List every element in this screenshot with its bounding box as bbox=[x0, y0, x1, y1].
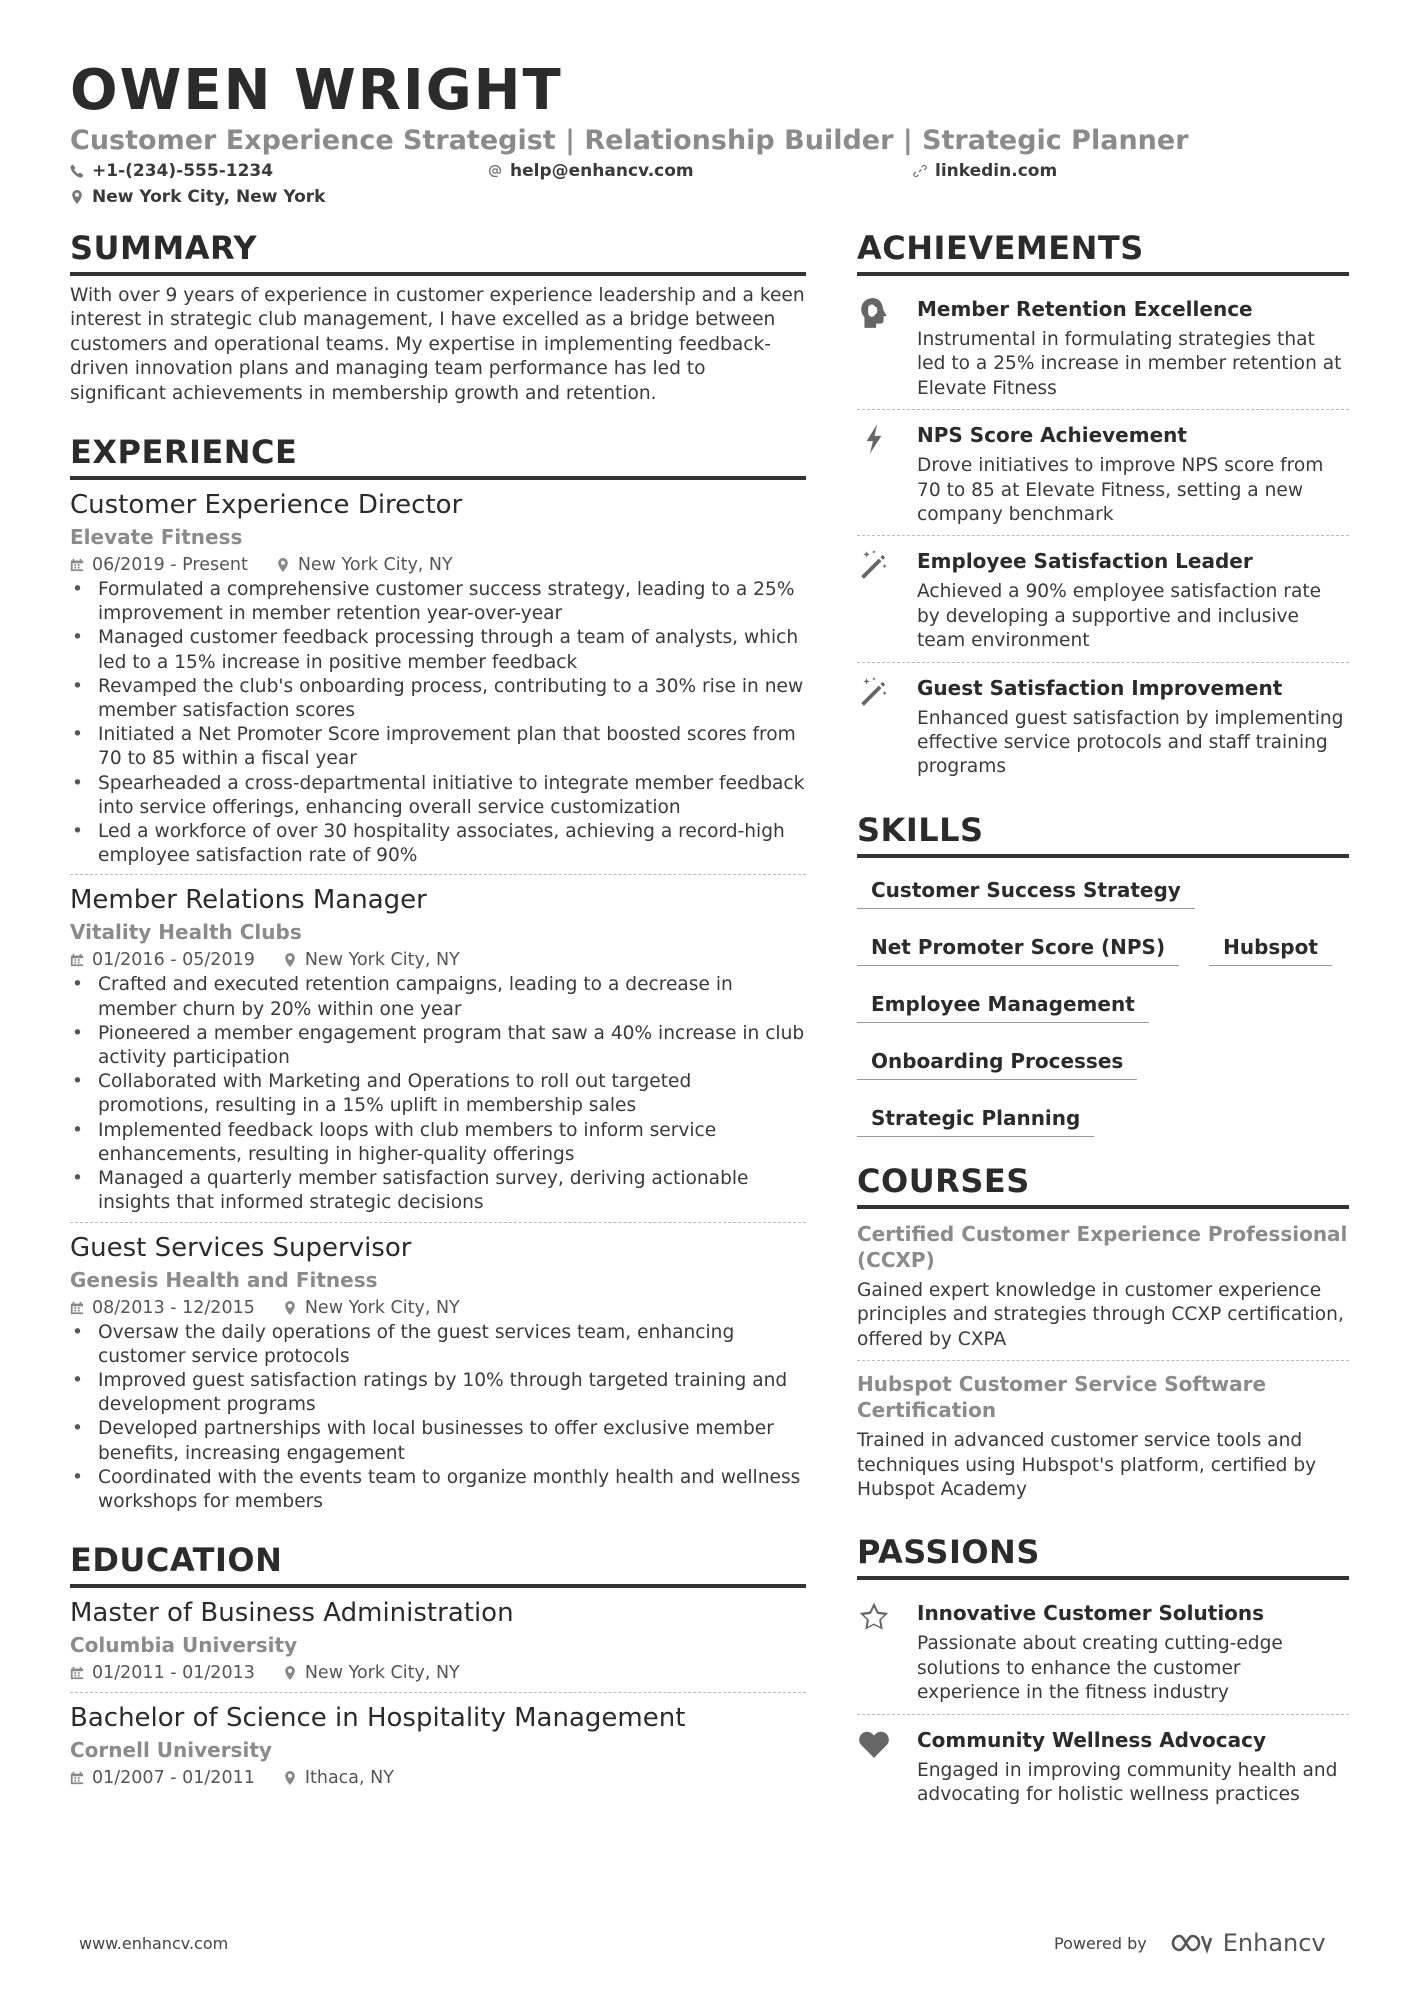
phone-icon bbox=[70, 164, 84, 178]
brand-name: Enhancv bbox=[1222, 1929, 1326, 1957]
location-text: New York City, New York bbox=[92, 187, 326, 207]
passion-item bbox=[857, 1588, 1349, 1713]
heart-icon bbox=[857, 1727, 891, 1761]
achievement-desc: Drove initiatives to improve NPS score from 70 to 85 at Elevate Fitness, setting a new company benchmark bbox=[917, 455, 1324, 526]
achievement-item bbox=[857, 284, 1349, 409]
passion-desc: Passionate about creating cutting-edge solutions to enhance the customer experience in the fitness industry bbox=[917, 1633, 1283, 1704]
company-name: Vitality Health Clubs bbox=[70, 920, 302, 945]
head-icon bbox=[857, 296, 891, 330]
bullet-item: • Formulated a comprehensive customer success strategy, leading to a 25% improvement in member retention year-over-year bbox=[70, 578, 806, 626]
bullet-item: • Spearheaded a cross-departmental initiative to integrate member feedback into service offerings, enhancing overall service customization bbox=[70, 772, 806, 820]
headline: Customer Experience Strategist | Relationship Builder | Strategic Planner bbox=[70, 125, 1189, 156]
education-entry bbox=[70, 1596, 806, 1692]
location-pin-icon bbox=[276, 558, 290, 572]
location-pin-icon bbox=[283, 1666, 297, 1680]
skills-list bbox=[857, 866, 1349, 1137]
achievement-desc: Enhanced guest satisfaction by implementing effective service protocols and staff training programs bbox=[917, 707, 1344, 778]
passions-heading: PASSIONS bbox=[857, 1532, 1349, 1580]
education-meta bbox=[70, 1765, 806, 1791]
powered-by-text: Powered by bbox=[1054, 1933, 1147, 1953]
course-title: Certified Customer Experience Professional (CCXP) bbox=[857, 1221, 1348, 1272]
bullet-item: • Led a workforce of over 30 hospitality associates, achieving a record-high employee satisfaction rate of 90% bbox=[70, 820, 806, 868]
education-entry bbox=[70, 1692, 806, 1797]
calendar-icon bbox=[70, 953, 84, 967]
job-entry bbox=[70, 1222, 806, 1521]
bullet-item: • Implemented feedback loops with club members to inform service enhancements, resulting in higher-quality offerings bbox=[70, 1119, 806, 1167]
bolt-icon bbox=[857, 422, 891, 456]
skill-tag: Hubspot bbox=[1209, 933, 1332, 966]
achievement-title: Guest Satisfaction Improvement bbox=[917, 675, 1283, 700]
job-title: Customer Experience Director bbox=[70, 490, 463, 521]
courses-heading: COURSES bbox=[857, 1161, 1349, 1209]
passion-desc: Engaged in improving community health and advocating for holistic wellness practices bbox=[917, 1759, 1338, 1805]
course-item bbox=[857, 1360, 1349, 1510]
passion-item bbox=[857, 1714, 1349, 1816]
education-dates: 01/2007 - 01/2011 bbox=[92, 1768, 255, 1789]
email-contact[interactable] bbox=[488, 160, 694, 182]
company-name: Elevate Fitness bbox=[70, 525, 243, 550]
degree-title: Bachelor of Science in Hospitality Management bbox=[70, 1703, 686, 1734]
calendar-icon bbox=[70, 1666, 84, 1680]
bullet-item: • Managed customer feedback processing through a team of analysts, which led to a 15% increase in positive member feedback bbox=[70, 626, 806, 674]
job-bullets bbox=[70, 1321, 806, 1515]
school-name: Columbia University bbox=[70, 1633, 298, 1658]
education-section bbox=[70, 1540, 806, 1797]
brand-logo[interactable] bbox=[1169, 1929, 1326, 1957]
summary-text: With over 9 years of experience in customer experience leadership and a keen interest in strategic club management, I have excelled as a bridge between customers and operational teams. My expertise in implementing feedback-driven innovation plans and managing team performance has led to significant achievements in membership growth and retention. bbox=[70, 285, 805, 404]
skill-tag: Employee Management bbox=[857, 990, 1149, 1023]
degree-title: Master of Business Administration bbox=[70, 1598, 514, 1629]
education-location: New York City, NY bbox=[304, 1663, 460, 1684]
achievements-section bbox=[857, 228, 1349, 788]
skill-tag: Net Promoter Score (NPS) bbox=[857, 933, 1179, 966]
job-bullets bbox=[70, 578, 806, 868]
skill-tag: Onboarding Processes bbox=[857, 1047, 1137, 1080]
passion-title: Innovative Customer Solutions bbox=[917, 1601, 1265, 1626]
bullet-item: • Pioneered a member engagement program that saw a 40% increase in club activity participation bbox=[70, 1022, 806, 1070]
bullet-item: • Collaborated with Marketing and Operations to roll out targeted promotions, resulting in a 15% uplift in membership sales bbox=[70, 1070, 806, 1118]
job-meta bbox=[70, 552, 806, 578]
course-item bbox=[857, 1217, 1349, 1360]
calendar-icon bbox=[70, 1771, 84, 1785]
location-contact bbox=[70, 186, 325, 208]
achievement-title: Employee Satisfaction Leader bbox=[917, 549, 1253, 574]
education-heading: EDUCATION bbox=[70, 1540, 806, 1588]
magic-wand-icon bbox=[857, 675, 891, 709]
skills-section bbox=[857, 810, 1349, 1137]
footer-branding bbox=[1054, 1929, 1326, 1957]
achievement-title: NPS Score Achievement bbox=[917, 423, 1187, 448]
education-dates: 01/2011 - 01/2013 bbox=[92, 1663, 255, 1684]
calendar-icon bbox=[70, 558, 84, 572]
course-desc: Gained expert knowledge in customer experience principles and strategies through CCXP certification, offered by CXPA bbox=[857, 1279, 1344, 1350]
job-location: New York City, NY bbox=[304, 950, 460, 971]
course-desc: Trained in advanced customer service tools and techniques using Hubspot's platform, certified by Hubspot Academy bbox=[857, 1430, 1317, 1500]
location-pin-icon bbox=[283, 1301, 297, 1315]
bullet-item: • Revamped the club's onboarding process, contributing to a 30% rise in new member satisfaction scores bbox=[70, 675, 806, 723]
link-icon bbox=[913, 164, 927, 178]
location-pin-icon bbox=[70, 190, 84, 204]
left-column bbox=[70, 228, 806, 1797]
achievement-item bbox=[857, 662, 1349, 788]
job-bullets bbox=[70, 973, 806, 1215]
job-dates: 06/2019 - Present bbox=[92, 555, 248, 576]
skills-heading: SKILLS bbox=[857, 810, 1349, 858]
education-location: Ithaca, NY bbox=[304, 1768, 394, 1789]
job-dates: 08/2013 - 12/2015 bbox=[92, 1297, 255, 1318]
summary-heading: SUMMARY bbox=[70, 228, 806, 276]
achievement-desc: Instrumental in formulating strategies that led to a 25% increase in member retention at Elevate Fitness bbox=[917, 329, 1342, 399]
course-title: Hubspot Customer Service Software Certification bbox=[857, 1372, 1267, 1423]
calendar-icon bbox=[70, 1301, 84, 1315]
passions-section bbox=[857, 1532, 1349, 1815]
education-meta bbox=[70, 1660, 806, 1686]
skill-tag: Customer Success Strategy bbox=[857, 876, 1195, 909]
bullet-item: • Crafted and executed retention campaigns, leading to a decrease in member churn by 20% within one year bbox=[70, 973, 806, 1021]
bullet-item: • Developed partnerships with local businesses to offer exclusive member benefits, increasing engagement bbox=[70, 1417, 806, 1465]
achievement-desc: Achieved a 90% employee satisfaction rate by developing a supportive and inclusive team environment bbox=[917, 581, 1322, 652]
achievement-item bbox=[857, 409, 1349, 535]
bullet-item: • Managed a quarterly member satisfaction survey, deriving actionable insights that informed strategic decisions bbox=[70, 1167, 806, 1215]
achievement-item bbox=[857, 535, 1349, 661]
company-name: Genesis Health and Fitness bbox=[70, 1267, 378, 1292]
job-dates: 01/2016 - 05/2019 bbox=[92, 950, 255, 971]
job-title: Guest Services Supervisor bbox=[70, 1232, 412, 1263]
at-icon bbox=[488, 164, 502, 178]
candidate-name: OWEN WRIGHT bbox=[70, 58, 563, 123]
linkedin-contact[interactable] bbox=[913, 160, 1057, 182]
school-name: Cornell University bbox=[70, 1738, 272, 1763]
phone-contact bbox=[70, 160, 273, 182]
bullet-item: • Initiated a Net Promoter Score improvement plan that boosted scores from 70 to 85 within a fiscal year bbox=[70, 723, 806, 771]
job-meta bbox=[70, 1295, 806, 1321]
email-text: help@enhancv.com bbox=[510, 161, 694, 181]
location-pin-icon bbox=[283, 1771, 297, 1785]
summary-section bbox=[70, 228, 806, 406]
job-entry bbox=[70, 874, 806, 1221]
linkedin-text: linkedin.com bbox=[935, 161, 1058, 181]
job-title: Member Relations Manager bbox=[70, 885, 427, 916]
bullet-item: • Coordinated with the events team to organize monthly health and wellness workshops for members bbox=[70, 1466, 806, 1514]
enhancv-logo-icon bbox=[1169, 1931, 1213, 1955]
bullet-item: • Oversaw the daily operations of the guest services team, enhancing customer service protocols bbox=[70, 1321, 806, 1369]
passion-title: Community Wellness Advocacy bbox=[917, 1727, 1267, 1752]
phone-text: +1-(234)-555-1234 bbox=[92, 161, 274, 181]
location-pin-icon bbox=[283, 953, 297, 967]
experience-heading: EXPERIENCE bbox=[70, 432, 806, 480]
job-meta bbox=[70, 947, 806, 973]
skill-tag: Strategic Planning bbox=[857, 1104, 1094, 1137]
magic-wand-icon bbox=[857, 548, 891, 582]
courses-section bbox=[857, 1161, 1349, 1510]
footer-website[interactable]: www.enhancv.com bbox=[79, 1934, 229, 1953]
job-location: New York City, NY bbox=[304, 1297, 460, 1318]
job-entry bbox=[70, 488, 806, 874]
bullet-item: • Improved guest satisfaction ratings by 10% through targeted training and development programs bbox=[70, 1369, 806, 1417]
right-column bbox=[857, 228, 1349, 1815]
achievements-heading: ACHIEVEMENTS bbox=[857, 228, 1349, 276]
experience-section bbox=[70, 432, 806, 1520]
star-icon bbox=[857, 1600, 891, 1634]
achievement-title: Member Retention Excellence bbox=[917, 297, 1253, 321]
job-location: New York City, NY bbox=[297, 555, 453, 576]
